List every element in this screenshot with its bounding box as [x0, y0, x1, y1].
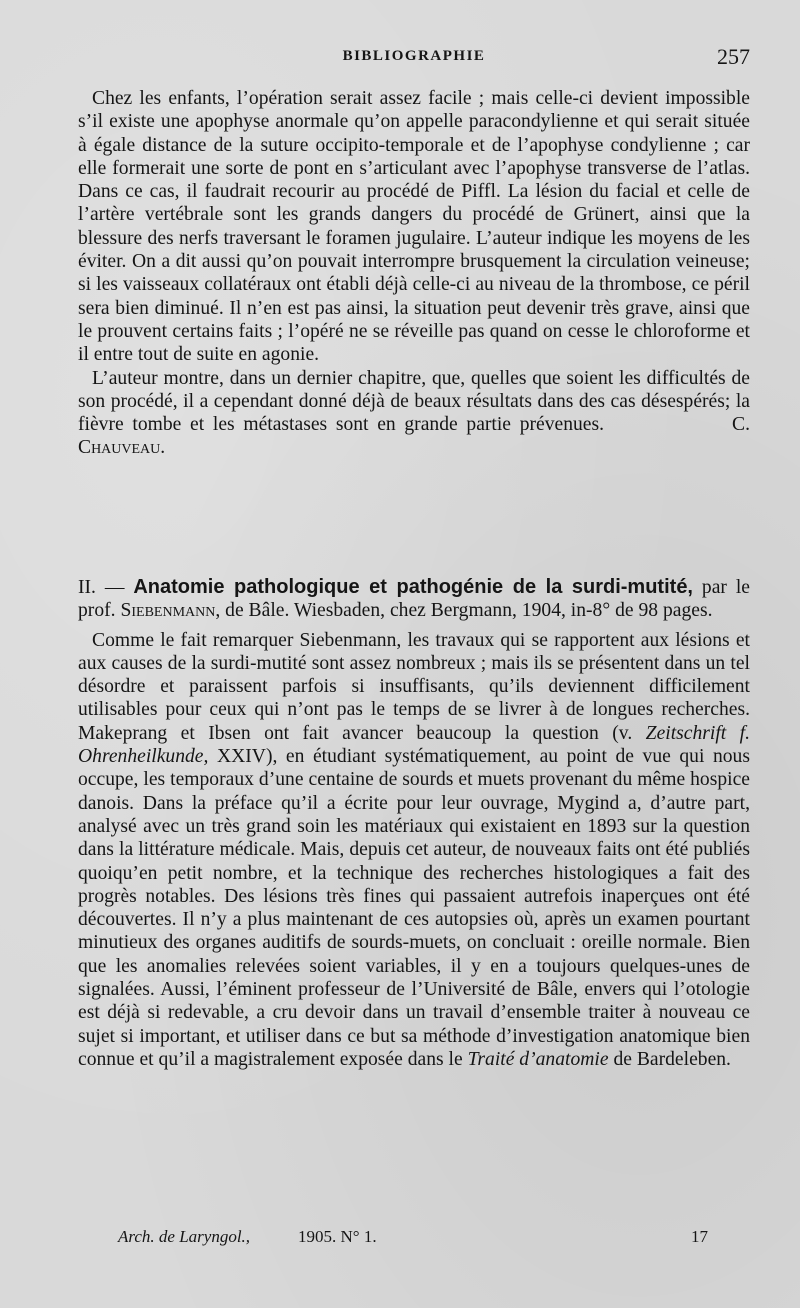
review-body-text-a: Comme le fait remarquer Siebenmann, les travaux qui se rapportent aux lésions et aux causes de la surdi-mutité sont assez nombreux ; mais ils se présentent dans un tel désordre et paraissent parfois si insuffisants, qu’ils deviennent difficilement utilisables pour ceux qui n’ont pas le temps de se livrer à de longues recherches. Makeprang et Ibsen ont fait avancer beaucoup la question (v.: [78, 629, 750, 744]
review-continued: [78, 87, 750, 460]
review-heading: [78, 576, 750, 623]
footer-issue: 1905. N° 1.: [298, 1227, 377, 1246]
page-number: 257: [717, 44, 750, 69]
page-footer: [118, 1227, 708, 1253]
review-paragraph-text: L’auteur montre, dans un dernier chapitre, que, quelles que soient les difficultés de son procédé, il a cependant donné déjà de beaux résultats dans des cas désespérés; la fièvre tombe et les métastases sont en grande partie prévenues.: [78, 367, 750, 436]
review-body: [78, 629, 750, 1072]
running-head-title: BIBLIOGRAPHIE: [342, 48, 486, 64]
footer-signature-mark: 17: [691, 1227, 708, 1246]
footer-journal: Arch. de Laryngol.,: [118, 1227, 251, 1246]
running-head: [78, 44, 750, 74]
publication-info: de Bâle. Wiesbaden, chez Bergmann, 1904, in-8° de 98 pages.: [225, 600, 713, 622]
author-name: Siebenmann,: [120, 600, 221, 622]
work-citation: Traité d’anatomie: [467, 1048, 609, 1070]
review-section-ii: [78, 576, 750, 1071]
review-body-text-b: XXIV), en étudiant systématiquement, au point de vue qui nous occupe, les temporaux d’une centaine de sourds et muets provenant du même hospice danois. Dans la préface qu’il a écrite pour leur ouvrage, Mygind a, d’autre part, analysé avec un très grand soin les matériaux qui existaient en 1893 sur la question dans la littérature médicale. Mais, depuis cet auteur, de nouveaux faits ont été publiés quoiqu’en petit nombre, et la technique des recherches histologiques a fait des progrès notables. Des lésions très fines qui passaient autrefois inaperçues ont été découvertes. Il n’y a plus maintenant de ces autopsies où, après un examen pourtant minutieux des organes auditifs de sourds-muets, on concluait : oreille normale. Bien que les anomalies relevées soient variables, il y en a toujours quelques-unes de signalées. Aussi, l’éminent professeur de l’Université de Bâle, envers qui l’otologie est déjà si redevable, a cru devoir dans un travail d’ensemble traiter à nouveau ce sujet si important, et utiliser dans ce but sa méthode d’investigation anatomique bien connue et qu’il a magistralement exposée dans le: [78, 746, 750, 1070]
review-paragraph: Chez les enfants, l’opération serait assez facile ; mais celle-ci devient impossible s’il existe une apophyse anormale qu’on appelle paracondylienne et qui serait située à égale distance de la suture occipito-temporale et de l’apophyse condylienne ; car elle formerait une sorte de pont en s’articulant avec l’apophyse transverse de l’atlas. Dans ce cas, il faudrait recourir au procédé de Piffl. La lésion du facial et celle de l’artère vertébrale sont les grands dangers du procédé de Grünert, ainsi que la blessure des nerfs traversant le foramen jugulaire. L’auteur indique les moyens de les éviter. On a dit aussi qu’on pouvait interrompre brusquement la circulation veineuse; si les vaisseaux collatéraux ont établi déjà celle-ci au niveau de la thrombose, ce péril sera bien diminué. Il n’en est pas ainsi, la situation peut devenir très grave, ainsi que le prouvent certains faits ; l’opéré ne se réveille pas quand on cesse le chloroforme et il entre tout de suite en agonie.: [78, 88, 750, 366]
review-signature: C. Chauveau.: [78, 414, 750, 459]
article-title: Anatomie pathologique et pathogénie de la surdi-mutité,: [133, 576, 693, 598]
journal-citation: Zeitschrift f. Ohrenheilkunde,: [78, 722, 750, 768]
review-numeral: II. —: [78, 577, 125, 598]
review-body-text-c: de Bardeleben.: [613, 1048, 731, 1070]
review-paragraph-final: [78, 367, 750, 460]
author-prefix: par le prof.: [78, 577, 750, 622]
